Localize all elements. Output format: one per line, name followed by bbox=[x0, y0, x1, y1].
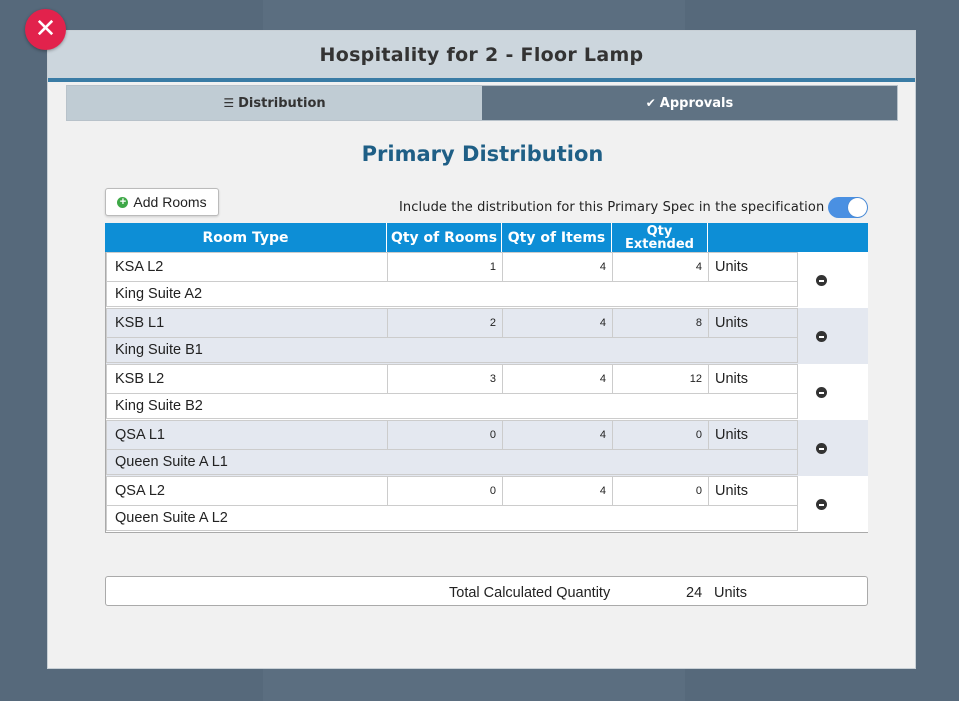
qty-items: 4 bbox=[502, 364, 613, 394]
remove-icon[interactable] bbox=[816, 443, 827, 454]
table-row bbox=[106, 420, 868, 476]
room-name: Queen Suite A L1 bbox=[106, 449, 798, 475]
modal-dialog bbox=[47, 30, 916, 669]
qty-rooms-input[interactable]: 3 bbox=[387, 364, 503, 394]
header-qty-extended-line1: Qty bbox=[646, 224, 673, 239]
remove-icon[interactable] bbox=[816, 275, 827, 286]
total-label: Total Calculated Quantity bbox=[449, 585, 611, 601]
header-room-type: Room Type bbox=[105, 223, 387, 252]
qty-extended: 0 bbox=[612, 420, 709, 450]
table-header bbox=[105, 223, 868, 252]
plus-icon: + bbox=[117, 197, 128, 208]
include-toggle[interactable] bbox=[828, 197, 868, 218]
list-icon: ☰ bbox=[223, 96, 235, 110]
include-label: Include the distribution for this Primary Spec in the specification bbox=[399, 200, 825, 215]
units-label: Units bbox=[708, 252, 798, 282]
room-code: QSA L1 bbox=[106, 420, 388, 450]
qty-extended: 12 bbox=[612, 364, 709, 394]
tab-bar bbox=[66, 85, 898, 121]
qty-rooms-input[interactable]: 0 bbox=[387, 420, 503, 450]
qty-extended: 4 bbox=[612, 252, 709, 282]
total-units: Units bbox=[714, 585, 748, 601]
remove-icon[interactable] bbox=[816, 331, 827, 342]
remove-icon[interactable] bbox=[816, 387, 827, 398]
qty-items: 4 bbox=[502, 308, 613, 338]
table-row bbox=[106, 364, 868, 420]
table-row bbox=[106, 252, 868, 308]
section-title: Primary Distribution bbox=[361, 142, 604, 166]
distribution-table bbox=[105, 252, 868, 533]
qty-items: 4 bbox=[502, 252, 613, 282]
qty-rooms-input[interactable]: 0 bbox=[387, 476, 503, 506]
room-code: KSB L2 bbox=[106, 364, 388, 394]
units-label: Units bbox=[708, 476, 798, 506]
room-name: King Suite A2 bbox=[106, 281, 798, 307]
qty-rooms-input[interactable]: 2 bbox=[387, 308, 503, 338]
tab-distribution-label: Distribution bbox=[238, 95, 326, 111]
tab-approvals[interactable] bbox=[482, 86, 897, 120]
room-code: KSA L2 bbox=[106, 252, 388, 282]
header-qty-extended-line2: Extended bbox=[625, 237, 694, 252]
units-label: Units bbox=[708, 364, 798, 394]
qty-items: 4 bbox=[502, 420, 613, 450]
check-icon: ✔ bbox=[645, 96, 656, 110]
qty-extended: 0 bbox=[612, 476, 709, 506]
table-row bbox=[106, 308, 868, 364]
header-qty-rooms: Qty of Rooms bbox=[387, 223, 502, 252]
room-name: King Suite B1 bbox=[106, 337, 798, 363]
total-value: 24 bbox=[686, 585, 703, 601]
add-rooms-label: Add Rooms bbox=[133, 194, 207, 210]
close-icon[interactable]: ✕ bbox=[25, 9, 66, 50]
add-rooms-button[interactable] bbox=[105, 188, 219, 216]
room-code: KSB L1 bbox=[106, 308, 388, 338]
units-label: Units bbox=[708, 420, 798, 450]
qty-items: 4 bbox=[502, 476, 613, 506]
header-units bbox=[708, 223, 868, 252]
toggle-knob bbox=[848, 198, 867, 217]
header-qty-items: Qty of Items bbox=[502, 223, 612, 252]
header-qty-extended bbox=[612, 223, 708, 252]
table-row bbox=[106, 476, 868, 532]
room-name: King Suite B2 bbox=[106, 393, 798, 419]
qty-extended: 8 bbox=[612, 308, 709, 338]
tab-approvals-label: Approvals bbox=[659, 95, 734, 111]
units-label: Units bbox=[708, 308, 798, 338]
tab-distribution[interactable] bbox=[67, 86, 482, 120]
qty-rooms-input[interactable]: 1 bbox=[387, 252, 503, 282]
total-summary bbox=[105, 576, 868, 606]
room-name: Queen Suite A L2 bbox=[106, 505, 798, 531]
remove-icon[interactable] bbox=[816, 499, 827, 510]
modal-title: Hospitality for 2 - Floor Lamp bbox=[48, 31, 915, 82]
room-code: QSA L2 bbox=[106, 476, 388, 506]
